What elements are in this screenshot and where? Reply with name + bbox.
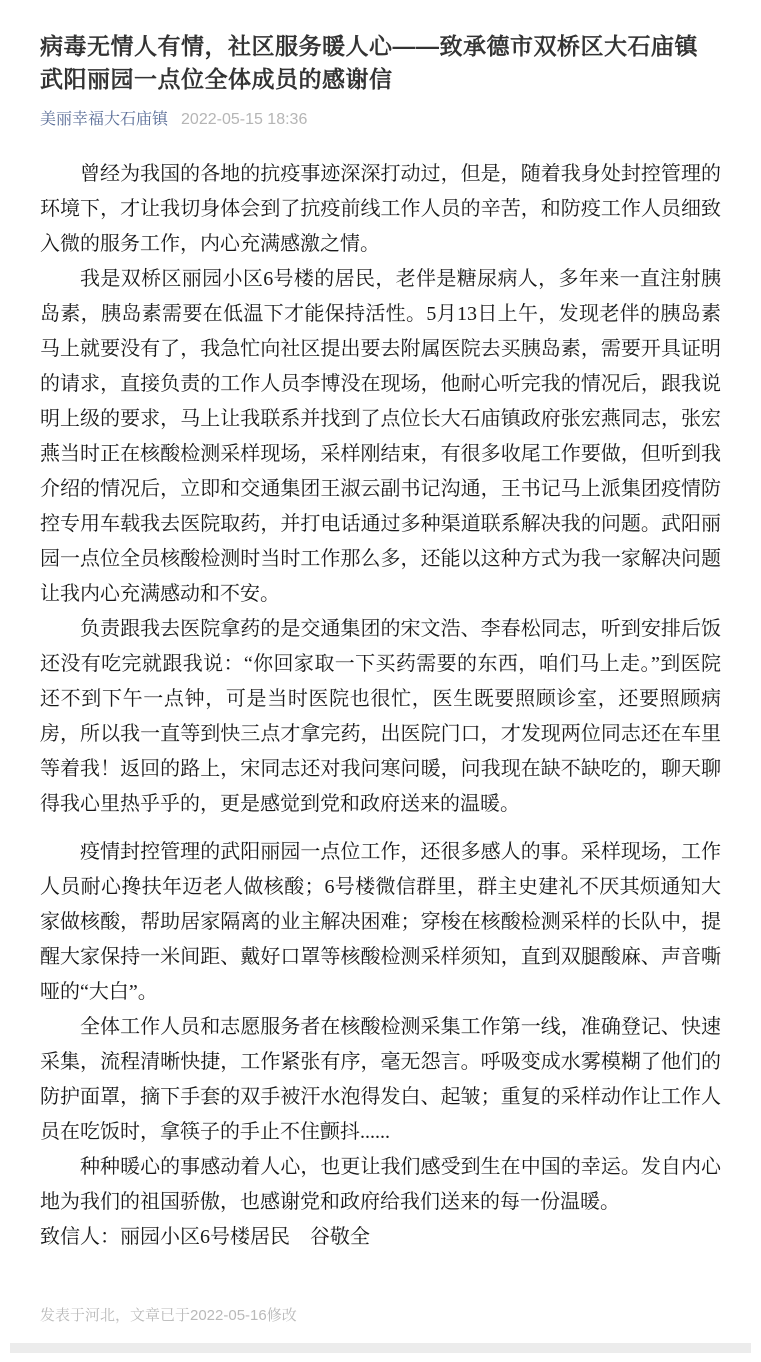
body-paragraph-3: 负责跟我去医院拿药的是交通集团的宋文浩、李春松同志，听到安排后饭还没有吃完就跟我说：“你回家取一下买药需要的东西，咱们马上走。”到医院还不到下午一点钟，可是当时医院也很忙，医生既要照顾诊室，还要照顾病房，所以我一直等到快三点才拿完药，出医院门口，才发现两位同志还在车里等着我！返回的路上，宋同志还对我问寒问暖，问我现在缺不缺吃的，聊天聊得我心里热乎乎的，更是感觉到党和政府送来的温暖。 bbox=[40, 618, 721, 815]
article-body bbox=[40, 157, 721, 1255]
bottom-scrollbar-track[interactable] bbox=[10, 1343, 751, 1353]
article-title: 病毒无情人有情，社区服务暖人心——致承德市双桥区大石庙镇武阳丽园一点位全体成员的感谢信 bbox=[40, 33, 698, 92]
body-paragraph-4: 疫情封控管理的武阳丽园一点位工作，还很多感人的事。采样现场，工作人员耐心搀扶年迈老人做核酸；6号楼微信群里，群主史建礼不厌其烦通知大家做核酸，帮助居家隔离的业主解决困难；穿梭在核酸检测采样的长队中，提醒大家保持一米间距、戴好口罩等核酸检测采样须知，直到双腿酸麻、声音嘶哑的“大白”。 bbox=[40, 841, 721, 1003]
publish-location-info: 发表于河北，文章已于2022-05-16修改 bbox=[40, 1307, 297, 1324]
publish-timestamp: 2022-05-15 18:36 bbox=[181, 111, 308, 128]
body-paragraph-1: 曾经为我国的各地的抗疫事迹深深打动过，但是，随着我身处封控管理的环境下，才让我切身体会到了抗疫前线工作人员的辛苦，和防疫工作人员细致入微的服务工作，内心充满感激之情。 bbox=[40, 163, 721, 255]
article-meta-row bbox=[40, 109, 721, 131]
body-paragraph-5: 全体工作人员和志愿服务者在核酸检测采集工作第一线，准确登记、快速采集，流程清晰快捷，工作紧张有序，毫无怨言。呼吸变成水雾模糊了他们的防护面罩，摘下手套的双手被汗水泡得发白、起皱；重复的采样动作让工作人员在吃饭时，拿筷子的手止不住颤抖...... bbox=[40, 1016, 721, 1143]
body-paragraph-2: 我是双桥区丽园小区6号楼的居民，老伴是糖尿病人，多年来一直注射胰岛素，胰岛素需要在低温下才能保持活性。5月13日上午，发现老伴的胰岛素马上就要没有了，我急忙向社区提出要去附属医院去买胰岛素，需要开具证明的请求，直接负责的工作人员李博没在现场，他耐心听完我的情况后，跟我说明上级的要求，马上让我联系并找到了点位长大石庙镇政府张宏燕同志，张宏燕当时正在核酸检测采样现场，采样刚结束，有很多收尾工作要做，但听到我介绍的情况后，立即和交通集团王淑云副书记沟通，王书记马上派集团疫情防控专用车载我去医院取药，并打电话通过多种渠道联系解决我的问题。武阳丽园一点位全员核酸检测时当时工作那么多，还能以这种方式为我一家解决问题让我内心充满感动和不安。 bbox=[40, 268, 721, 605]
signature-line: 致信人：丽园小区6号楼居民 谷敬全 bbox=[40, 1226, 370, 1248]
author-account-link[interactable]: 美丽幸福大石庙镇 bbox=[40, 111, 169, 128]
body-paragraph-6: 种种暖心的事感动着人心，也更让我们感受到生在中国的幸运。发自内心地为我们的祖国骄傲，也感谢党和政府给我们送来的每一份温暖。 bbox=[40, 1156, 721, 1213]
